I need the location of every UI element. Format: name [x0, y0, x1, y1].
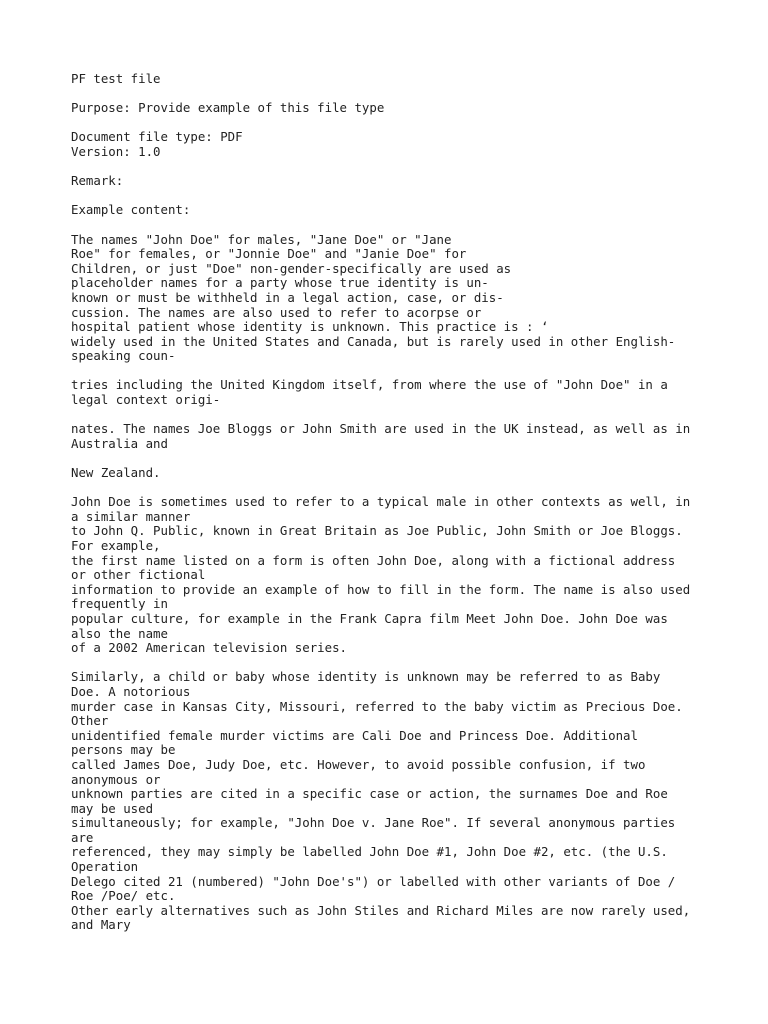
text-line: Remark: [71, 173, 124, 189]
paragraph-gap [71, 408, 731, 423]
text-line: simultaneously; for example, "John Doe v. Jane Roe". If several anonymous parties [71, 815, 676, 831]
paragraph [71, 101, 731, 116]
text-line: The names "John Doe" for males, "Jane Doe" or "Jane [71, 231, 452, 247]
paragraph [71, 378, 731, 407]
paragraph-gap [71, 364, 731, 379]
paragraph-gap [71, 189, 731, 204]
text-line: known or must be withheld in a legal action, case, or dis- [71, 289, 504, 305]
text-line: tries including the United Kingdom itself, from where the use of "John Doe" in a [71, 377, 668, 393]
text-line: are [71, 829, 94, 845]
paragraph [71, 203, 731, 218]
text-line: Document file type: PDF [71, 129, 243, 145]
paragraph-gap [71, 116, 731, 131]
text-line: Other early alternatives such as John Stiles and Richard Miles are now rarely used, [71, 902, 691, 918]
text-line: Operation [71, 859, 139, 875]
paragraph [71, 72, 731, 87]
text-line: nates. The names Joe Bloggs or John Smith are used in the UK instead, as well as in [71, 421, 691, 437]
paragraph [71, 174, 731, 189]
text-line: Similarly, a child or baby whose identity is unknown may be referred to as Baby [71, 669, 661, 685]
text-line: the first name listed on a form is often John Doe, along with a fictional address [71, 552, 676, 568]
text-line: Doe. A notorious [71, 683, 191, 699]
text-line: information to provide an example of how to fill in the form. The name is also used [71, 581, 691, 597]
text-line: Purpose: Provide example of this file type [71, 100, 385, 116]
text-line: New Zealand. [71, 465, 161, 481]
text-line: murder case in Kansas City, Missouri, referred to the baby victim as Precious Doe. [71, 698, 683, 714]
paragraph [71, 466, 731, 481]
text-line: John Doe is sometimes used to refer to a typical male in other contexts as well, in [71, 494, 691, 510]
text-line: Other [71, 713, 109, 729]
paragraph-gap [71, 218, 731, 233]
text-line: or other fictional [71, 567, 206, 583]
text-line: Roe" for females, or "Jonnie Doe" and "Janie Doe" for [71, 246, 467, 262]
text-line: placeholder names for a party whose true identity is un- [71, 275, 489, 291]
paragraph-gap [71, 451, 731, 466]
text-line: Roe /Poe/ etc. [71, 888, 176, 904]
text-line: popular culture, for example in the Frank Capra film Meet John Doe. John Doe was [71, 610, 668, 626]
text-line: Example content: [71, 202, 191, 218]
text-line: persons may be [71, 742, 176, 758]
text-line: to John Q. Public, known in Great Britain as Joe Public, John Smith or Joe Bloggs. [71, 523, 683, 539]
text-line: a similar manner [71, 508, 191, 524]
text-line: Australia and [71, 435, 168, 451]
paragraph [71, 422, 731, 451]
text-line: and Mary [71, 917, 131, 933]
paragraph [71, 233, 731, 364]
text-line: speaking coun- [71, 348, 176, 364]
document-text [71, 72, 731, 933]
paragraph-gap [71, 87, 731, 102]
paragraph-gap [71, 656, 731, 671]
text-line: Children, or just "Doe" non-gender-specifically are used as [71, 260, 512, 276]
paragraph [71, 495, 731, 656]
paragraph-gap [71, 481, 731, 496]
text-line: PF test file [71, 71, 161, 86]
text-line: widely used in the United States and Canada, but is rarely used in other English- [71, 333, 676, 349]
text-line: frequently in [71, 596, 168, 612]
text-line: cussion. The names are also used to refer to acorpse or [71, 304, 482, 320]
text-line: legal context origi- [71, 392, 221, 408]
text-line: hospital patient whose identity is unknown. This practice is : ‘ [71, 319, 549, 335]
text-line: also the name [71, 625, 168, 641]
text-line: referenced, they may simply be labelled John Doe #1, John Doe #2, etc. (the U.S. [71, 844, 668, 860]
text-line: may be used [71, 800, 154, 816]
paragraph-gap [71, 160, 731, 175]
text-line: Version: 1.0 [71, 143, 161, 159]
text-line: called James Doe, Judy Doe, etc. However, to avoid possible confusion, if two [71, 756, 646, 772]
text-line: of a 2002 American television series. [71, 640, 348, 656]
text-line: For example, [71, 538, 161, 553]
paragraph [71, 670, 731, 933]
text-line: Delego cited 21 (numbered) "John Doe's") or labelled with other variants of Doe / [71, 873, 676, 889]
paragraph [71, 130, 731, 159]
text-line: unidentified female murder victims are Cali Doe and Princess Doe. Additional [71, 727, 638, 743]
text-line: anonymous or [71, 771, 161, 787]
text-line: unknown parties are cited in a specific case or action, the surnames Doe and Roe [71, 786, 668, 802]
